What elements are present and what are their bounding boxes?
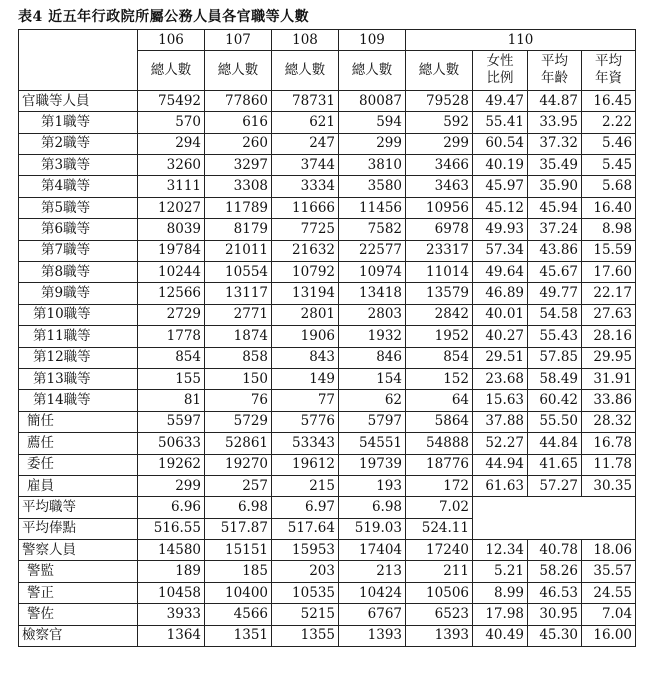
table-cell: 55.50 — [528, 411, 582, 432]
table-cell: 76 — [205, 390, 272, 411]
table-cell: 16.78 — [582, 433, 636, 454]
table-cell: 1932 — [339, 326, 406, 347]
table-cell: 854 — [406, 347, 473, 368]
table-cell: 40.01 — [473, 304, 528, 325]
table-cell: 80087 — [339, 90, 406, 111]
table-cell: 7725 — [272, 219, 339, 240]
table-cell: 16.45 — [582, 90, 636, 111]
table-cell: 78731 — [272, 90, 339, 111]
table-cell: 152 — [406, 368, 473, 389]
table-cell: 49.64 — [473, 262, 528, 283]
row-label: 第4職等 — [19, 176, 138, 197]
row-label: 檢察官 — [19, 625, 138, 646]
total-count-header: 總人數 — [272, 50, 339, 90]
table-cell: 21632 — [272, 240, 339, 261]
table-row — [19, 304, 636, 325]
table-cell: 55.41 — [473, 112, 528, 133]
table-cell: 23317 — [406, 240, 473, 261]
table-cell: 621 — [272, 112, 339, 133]
table-cell: 27.63 — [582, 304, 636, 325]
total-count-header: 總人數 — [406, 50, 473, 90]
table-cell: 6.98 — [339, 497, 406, 518]
table-cell: 35.90 — [528, 176, 582, 197]
table-cell: 30.95 — [528, 604, 582, 625]
table-cell: 2801 — [272, 304, 339, 325]
table-cell: 203 — [272, 561, 339, 582]
table-row — [19, 155, 636, 176]
table-cell: 247 — [272, 133, 339, 154]
table-cell: 594 — [339, 112, 406, 133]
table-row — [19, 454, 636, 475]
header-corner — [19, 30, 138, 51]
row-label: 雇員 — [19, 475, 138, 496]
table-cell: 172 — [406, 475, 473, 496]
table-cell: 17.60 — [582, 262, 636, 283]
row-label: 第6職等 — [19, 219, 138, 240]
table-cell: 24.55 — [582, 582, 636, 603]
table-cell: 19262 — [138, 454, 205, 475]
table-cell: 10424 — [339, 582, 406, 603]
table-row — [19, 133, 636, 154]
table-cell: 299 — [339, 133, 406, 154]
table-row — [19, 347, 636, 368]
table-cell: 15.63 — [473, 390, 528, 411]
table-cell: 17240 — [406, 540, 473, 561]
table-cell: 5864 — [406, 411, 473, 432]
table-cell: 11456 — [339, 197, 406, 218]
table-cell: 5776 — [272, 411, 339, 432]
table-cell: 81 — [138, 390, 205, 411]
table-cell: 1874 — [205, 326, 272, 347]
table-cell: 299 — [406, 133, 473, 154]
table-cell: 11789 — [205, 197, 272, 218]
table-cell: 8.99 — [473, 582, 528, 603]
row-label: 警佐 — [19, 604, 138, 625]
table-cell: 79528 — [406, 90, 473, 111]
table-cell: 44.87 — [528, 90, 582, 111]
table-cell: 299 — [138, 475, 205, 496]
table-cell: 155 — [138, 368, 205, 389]
row-label: 第7職等 — [19, 240, 138, 261]
table-row — [19, 561, 636, 582]
row-label: 第2職等 — [19, 133, 138, 154]
table-cell: 1351 — [205, 625, 272, 646]
table-cell: 5797 — [339, 411, 406, 432]
table-cell: 45.67 — [528, 262, 582, 283]
table-cell: 15953 — [272, 540, 339, 561]
year-header: 107 — [205, 30, 272, 51]
table-cell: 75492 — [138, 90, 205, 111]
table-cell: 45.97 — [473, 176, 528, 197]
table-cell: 1778 — [138, 326, 205, 347]
table-cell: 13418 — [339, 283, 406, 304]
table-cell: 52861 — [205, 433, 272, 454]
table-cell: 17404 — [339, 540, 406, 561]
table-cell: 517.64 — [272, 518, 339, 539]
table-cell: 54551 — [339, 433, 406, 454]
table-cell: 3260 — [138, 155, 205, 176]
row-label: 簡任 — [19, 411, 138, 432]
row-label: 第1職等 — [19, 112, 138, 133]
table-cell: 15151 — [205, 540, 272, 561]
table-cell: 5597 — [138, 411, 205, 432]
table-cell: 3334 — [272, 176, 339, 197]
table-cell: 40.19 — [473, 155, 528, 176]
table-cell: 13117 — [205, 283, 272, 304]
table-cell: 260 — [205, 133, 272, 154]
table-cell: 257 — [205, 475, 272, 496]
table-cell: 2771 — [205, 304, 272, 325]
table-cell: 6523 — [406, 604, 473, 625]
table-cell: 10792 — [272, 262, 339, 283]
table-cell: 1906 — [272, 326, 339, 347]
table-cell: 64 — [406, 390, 473, 411]
table-row — [19, 582, 636, 603]
table-cell: 6.96 — [138, 497, 205, 518]
table-cell: 189 — [138, 561, 205, 582]
table-cell: 16.40 — [582, 197, 636, 218]
table-cell: 854 — [138, 347, 205, 368]
table-cell: 858 — [205, 347, 272, 368]
table-row — [19, 497, 636, 518]
table-cell: 50633 — [138, 433, 205, 454]
table-cell: 19270 — [205, 454, 272, 475]
table-row — [19, 390, 636, 411]
row-label: 第8職等 — [19, 262, 138, 283]
table-cell: 843 — [272, 347, 339, 368]
table-cell: 570 — [138, 112, 205, 133]
row-label: 第14職等 — [19, 390, 138, 411]
table-cell: 516.55 — [138, 518, 205, 539]
table-cell: 519.03 — [339, 518, 406, 539]
table-cell: 19739 — [339, 454, 406, 475]
table-row — [19, 176, 636, 197]
table-cell: 185 — [205, 561, 272, 582]
table-cell: 11.78 — [582, 454, 636, 475]
table-cell: 17.98 — [473, 604, 528, 625]
table-cell: 211 — [406, 561, 473, 582]
table-cell: 294 — [138, 133, 205, 154]
table-cell: 11014 — [406, 262, 473, 283]
row-label: 第5職等 — [19, 197, 138, 218]
table-cell: 54.58 — [528, 304, 582, 325]
table-cell: 2.22 — [582, 112, 636, 133]
table-cell: 58.49 — [528, 368, 582, 389]
table-row — [19, 540, 636, 561]
table-title: 表4 近五年行政院所屬公務人員各官職等人數 — [18, 9, 310, 25]
table-cell: 215 — [272, 475, 339, 496]
row-label: 警察人員 — [19, 540, 138, 561]
table-cell: 40.49 — [473, 625, 528, 646]
table-cell: 3580 — [339, 176, 406, 197]
table-cell: 193 — [339, 475, 406, 496]
table-cell: 46.89 — [473, 283, 528, 304]
empty-cell — [473, 497, 636, 518]
table-row — [19, 475, 636, 496]
header-corner — [19, 50, 138, 90]
table-cell: 5.21 — [473, 561, 528, 582]
table-cell: 2729 — [138, 304, 205, 325]
row-label: 平均職等 — [19, 497, 138, 518]
row-label: 警正 — [19, 582, 138, 603]
table-cell: 55.43 — [528, 326, 582, 347]
table-cell: 6767 — [339, 604, 406, 625]
row-label: 委任 — [19, 454, 138, 475]
table-cell: 3810 — [339, 155, 406, 176]
table-row — [19, 197, 636, 218]
table-cell: 49.93 — [473, 219, 528, 240]
table-cell: 61.63 — [473, 475, 528, 496]
table-row — [19, 326, 636, 347]
table-cell: 5215 — [272, 604, 339, 625]
year-header: 110 — [406, 30, 636, 51]
table-cell: 2842 — [406, 304, 473, 325]
table-row — [19, 411, 636, 432]
table-cell: 7.04 — [582, 604, 636, 625]
table-cell: 1393 — [339, 625, 406, 646]
year-header: 108 — [272, 30, 339, 51]
table-cell: 616 — [205, 112, 272, 133]
table-cell: 28.16 — [582, 326, 636, 347]
table-cell: 524.11 — [406, 518, 473, 539]
table-cell: 10535 — [272, 582, 339, 603]
table-cell: 846 — [339, 347, 406, 368]
table-cell: 33.95 — [528, 112, 582, 133]
table-cell: 13579 — [406, 283, 473, 304]
empty-cell — [473, 518, 636, 539]
table-cell: 3111 — [138, 176, 205, 197]
table-row — [19, 368, 636, 389]
table-cell: 37.24 — [528, 219, 582, 240]
header-line: 比例 — [486, 70, 514, 87]
table-cell: 19612 — [272, 454, 339, 475]
table-cell: 53343 — [272, 433, 339, 454]
table-cell: 57.27 — [528, 475, 582, 496]
table-cell: 10956 — [406, 197, 473, 218]
table-cell: 35.49 — [528, 155, 582, 176]
staff-statistics-table — [18, 29, 636, 647]
table-cell: 150 — [205, 368, 272, 389]
avg-tenure-header — [582, 50, 636, 90]
year-header: 106 — [138, 30, 205, 51]
table-cell: 19784 — [138, 240, 205, 261]
table-row — [19, 518, 636, 539]
table-row — [19, 625, 636, 646]
table-cell: 21011 — [205, 240, 272, 261]
table-cell: 6.97 — [272, 497, 339, 518]
table-cell: 37.88 — [473, 411, 528, 432]
table-cell: 33.86 — [582, 390, 636, 411]
table-cell: 29.51 — [473, 347, 528, 368]
table-cell: 58.26 — [528, 561, 582, 582]
table-cell: 5.46 — [582, 133, 636, 154]
table-cell: 45.94 — [528, 197, 582, 218]
table-cell: 43.86 — [528, 240, 582, 261]
table-cell: 60.54 — [473, 133, 528, 154]
table-cell: 49.77 — [528, 283, 582, 304]
row-label: 第10職等 — [19, 304, 138, 325]
row-label: 平均俸點 — [19, 518, 138, 539]
table-cell: 77860 — [205, 90, 272, 111]
table-cell: 77 — [272, 390, 339, 411]
table-cell: 22577 — [339, 240, 406, 261]
table-cell: 31.91 — [582, 368, 636, 389]
table-cell: 11666 — [272, 197, 339, 218]
table-cell: 10554 — [205, 262, 272, 283]
table-cell: 40.78 — [528, 540, 582, 561]
table-cell: 44.94 — [473, 454, 528, 475]
table-cell: 6.98 — [205, 497, 272, 518]
row-label: 警監 — [19, 561, 138, 582]
total-count-header: 總人數 — [205, 50, 272, 90]
table-row — [19, 112, 636, 133]
row-label: 第13職等 — [19, 368, 138, 389]
table-cell: 10974 — [339, 262, 406, 283]
row-label: 第12職等 — [19, 347, 138, 368]
table-cell: 57.85 — [528, 347, 582, 368]
row-label: 第3職等 — [19, 155, 138, 176]
table-cell: 41.65 — [528, 454, 582, 475]
table-cell: 29.95 — [582, 347, 636, 368]
year-header: 109 — [339, 30, 406, 51]
table-row — [19, 90, 636, 111]
table-cell: 8.98 — [582, 219, 636, 240]
table-cell: 18776 — [406, 454, 473, 475]
table-row — [19, 433, 636, 454]
total-count-header: 總人數 — [138, 50, 205, 90]
header-line: 年資 — [595, 70, 623, 87]
row-label: 第11職等 — [19, 326, 138, 347]
table-cell: 8179 — [205, 219, 272, 240]
header-line: 女性 — [486, 53, 514, 70]
table-cell: 10458 — [138, 582, 205, 603]
table-cell: 7582 — [339, 219, 406, 240]
table-cell: 54888 — [406, 433, 473, 454]
table-cell: 12027 — [138, 197, 205, 218]
table-cell: 62 — [339, 390, 406, 411]
table-cell: 12.34 — [473, 540, 528, 561]
table-cell: 46.53 — [528, 582, 582, 603]
table-cell: 592 — [406, 112, 473, 133]
table-cell: 49.47 — [473, 90, 528, 111]
table-cell: 1355 — [272, 625, 339, 646]
table-body — [19, 90, 636, 646]
table-cell: 3933 — [138, 604, 205, 625]
table-cell: 10506 — [406, 582, 473, 603]
header-line: 年齡 — [541, 70, 568, 87]
table-cell: 2803 — [339, 304, 406, 325]
total-count-header: 總人數 — [339, 50, 406, 90]
table-cell: 213 — [339, 561, 406, 582]
female-ratio-header — [473, 50, 528, 90]
table-cell: 57.34 — [473, 240, 528, 261]
table-cell: 45.30 — [528, 625, 582, 646]
row-label: 第9職等 — [19, 283, 138, 304]
table-cell: 60.42 — [528, 390, 582, 411]
table-cell: 7.02 — [406, 497, 473, 518]
table-cell: 18.06 — [582, 540, 636, 561]
table-cell: 5.45 — [582, 155, 636, 176]
table-cell: 1364 — [138, 625, 205, 646]
table-cell: 28.32 — [582, 411, 636, 432]
table-cell: 15.59 — [582, 240, 636, 261]
table-cell: 149 — [272, 368, 339, 389]
table-cell: 35.57 — [582, 561, 636, 582]
table-row — [19, 262, 636, 283]
table-cell: 3744 — [272, 155, 339, 176]
table-cell: 1393 — [406, 625, 473, 646]
table-row — [19, 219, 636, 240]
table-cell: 23.68 — [473, 368, 528, 389]
table-cell: 16.00 — [582, 625, 636, 646]
table-cell: 13194 — [272, 283, 339, 304]
table-cell: 517.87 — [205, 518, 272, 539]
table-cell: 40.27 — [473, 326, 528, 347]
table-cell: 8039 — [138, 219, 205, 240]
header-line: 平均 — [595, 53, 623, 70]
table-cell: 1952 — [406, 326, 473, 347]
table-cell: 3463 — [406, 176, 473, 197]
table-cell: 154 — [339, 368, 406, 389]
table-cell: 10400 — [205, 582, 272, 603]
table-cell: 6978 — [406, 219, 473, 240]
avg-age-header — [528, 50, 582, 90]
table-cell: 45.12 — [473, 197, 528, 218]
table-cell: 44.84 — [528, 433, 582, 454]
table-row — [19, 283, 636, 304]
table-cell: 10244 — [138, 262, 205, 283]
header-line: 平均 — [541, 53, 568, 70]
table-cell: 30.35 — [582, 475, 636, 496]
table-cell: 5.68 — [582, 176, 636, 197]
table-cell: 3297 — [205, 155, 272, 176]
row-label: 官職等人員 — [19, 90, 138, 111]
table-cell: 4566 — [205, 604, 272, 625]
table-cell: 14580 — [138, 540, 205, 561]
table-cell: 12566 — [138, 283, 205, 304]
table-row — [19, 240, 636, 261]
table-cell: 37.32 — [528, 133, 582, 154]
table-cell: 5729 — [205, 411, 272, 432]
table-cell: 52.27 — [473, 433, 528, 454]
table-row — [19, 604, 636, 625]
table-cell: 22.17 — [582, 283, 636, 304]
table-cell: 3308 — [205, 176, 272, 197]
row-label: 薦任 — [19, 433, 138, 454]
table-cell: 3466 — [406, 155, 473, 176]
